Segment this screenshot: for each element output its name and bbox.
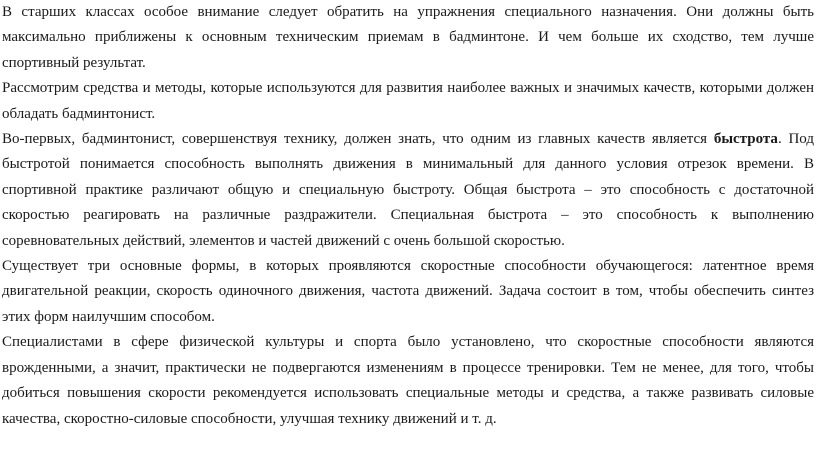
paragraph-means-and-methods: Рассмотрим средства и методы, которые используются для развития наиболее важных и значимых качеств, которыми должен обладать бадминтонист. — [2, 80, 814, 122]
paragraph-speed-forms: Существует три основные формы, в которых проявляются скоростные способности обучающегося: латентное время двигательной реакции, скорость одиночного движения, частота движений. Задача состоит в том, чтобы обеспечить синтез этих форм наилучшим способом. — [2, 258, 814, 325]
paragraph-innate-abilities: Специалистами в сфере физической культуры и спорта было установлено, что скоростные способности являются врожденными, а значит, практически не подвергаются изменениям в процессе тренировки. Тем не менее, для того, чтобы добиться повышения скорости рекомендуется использовать специальные методы и средства, а также развивать силовые качества, скоростно-силовые способности, улучшая технику движений и т. д. — [2, 334, 814, 427]
paragraph-speed — [2, 127, 814, 254]
paragraph-speed-intro: Во-первых, бадминтонист, совершенствуя технику, должен знать, что одним из главных качеств является — [2, 131, 714, 148]
paragraph-senior-classes: В старших классах особое внимание следует обратить на упражнения специального назначения. Они должны быть максимально приближены к основным техническим приемам в бадминтоне. И чем больше их сходство, тем лучше спортивный результат. — [2, 4, 814, 71]
paragraph-speed-body: . Под быстротой понимается способность выполнять движения в минимальный для данного условия отрезок времени. В спортивной практике различают общую и специальную быстроту. Общая быстрота – это способность с достаточной скоростью реагировать на различные раздражители. Специальная быстрота – это способность к выполнению соревновательных действий, элементов и частей движений с очень большой скоростью. — [2, 131, 814, 249]
speed-term: быстрота — [713, 131, 778, 148]
